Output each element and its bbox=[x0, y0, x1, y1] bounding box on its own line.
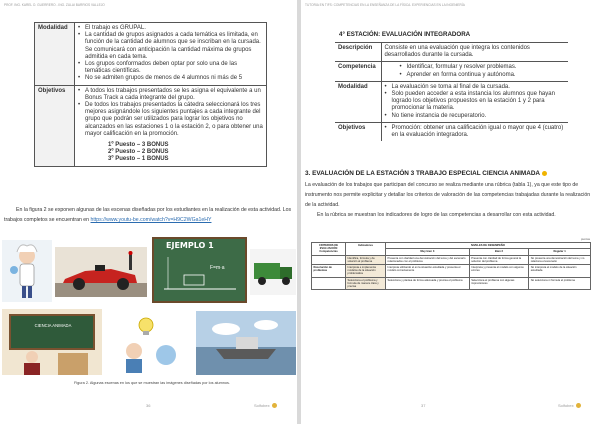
list-item: • La evaluación se toma al final de la cursada. bbox=[385, 84, 566, 91]
race-car-illustration bbox=[55, 247, 147, 297]
table-cell: Selecciona el problema con algunas imprecisiones bbox=[469, 277, 528, 290]
rubric-header-criteria: CRITERIOS DE EVALUACIÓN Competencias bbox=[312, 243, 346, 256]
board-text: CIENCIA ANIMADA bbox=[34, 323, 72, 328]
right-page-header: TUTORIA EN TIFS: COMPETENCIAS EN LA ENSEÑANZA DE LA FÍSICA. EXPERIENCIAS EN LA INGENIERÍA bbox=[305, 3, 465, 7]
left-page-header: PROF. ING. KAREL O. GUERRERO - ING. ZULAI BARRIOS VALLEJO bbox=[4, 3, 105, 7]
list-item: • Los grupos conformados deben optar por solo una de las temáticas científicas. bbox=[78, 61, 263, 75]
list-item: • La cantidad de grupos asignados a cada temática es limitada, en función de la cantidad de alumnos que se inscriban en la cursada. Se comunicará con anticipación la cantidad máxima de grupos admitida en cada tema. bbox=[78, 32, 263, 61]
objetivos-label-right: Objetivos bbox=[335, 122, 381, 141]
svg-text:F=m·a: F=m·a bbox=[210, 265, 225, 271]
prize-second: 2º Puesto – 2 BONUS bbox=[108, 149, 169, 156]
descripcion-label: Descripción bbox=[335, 43, 381, 62]
header-points: 1 bbox=[564, 250, 566, 254]
table-cell: Presenta con claridad una demostración del tema y del escenario relacionados con el problema bbox=[386, 255, 470, 264]
table-cell: Interpreta e implementa modelos de la situación problemática bbox=[346, 265, 386, 278]
table-cell: No selecciona ni formula el problema bbox=[529, 277, 591, 290]
competencia-content bbox=[381, 62, 568, 81]
table-row bbox=[312, 277, 591, 290]
table-cell: Interpreta utilizando el en la situación estudiada y presenta el modelo correctamente bbox=[386, 265, 470, 278]
rubric-group-header: NIVELES DE DESEMPEÑO bbox=[386, 243, 591, 249]
list-item: • De todos los trabajos presentados la cátedra seleccionará los tres mejores asignándole los siguientes puntajes a cada integrante del grupo que podrán ser utilizados para lograr los objetivos no alcanzados en las estaciones 1 o la estación 2, o para obtener una mayor calificación en la promoción. bbox=[78, 102, 263, 138]
objetivos-label: Objetivos bbox=[35, 85, 75, 166]
objetivos-content-right bbox=[381, 122, 568, 141]
truck-illustration bbox=[250, 249, 296, 295]
chalkboard-example-image bbox=[152, 237, 247, 303]
table-cell: Resolución de problemas bbox=[312, 265, 346, 278]
scientist-illustration bbox=[2, 240, 52, 302]
table-cell bbox=[312, 255, 346, 264]
paragraph-text: En la figura 2 se exponen algunas de las escenas diseñadas por los estudiantes en la realización de esta actividad. Los trabajos completos se encuentran en bbox=[4, 207, 292, 223]
right-page-number: 37 bbox=[421, 403, 426, 408]
youtube-link[interactable]: https://www.youtu-be.com/watch?v=H9C2WGa1eHY bbox=[90, 217, 212, 223]
idea-illustration bbox=[104, 311, 192, 375]
table-row bbox=[312, 265, 591, 278]
rubric-header-indicators: Indicadores bbox=[346, 243, 386, 256]
brand-logo-icon bbox=[272, 403, 277, 408]
table-cell: Selecciona el problema y formula de manera clara y precisa bbox=[346, 277, 386, 290]
right-footer-brand bbox=[558, 403, 581, 408]
list-item: • No tiene instancia de recuperatorio. bbox=[385, 113, 566, 120]
header-points: 2 bbox=[501, 250, 503, 254]
brand-text: Solfobex bbox=[558, 403, 574, 408]
header-points: 3 bbox=[432, 250, 435, 254]
brand-logo-icon bbox=[576, 403, 581, 408]
sun-icon bbox=[542, 171, 547, 176]
right-info-table bbox=[335, 42, 568, 141]
list-item: • El trabajo es GRUPAL. bbox=[78, 25, 263, 32]
figure-2-collage bbox=[2, 237, 296, 379]
modalidad-content bbox=[75, 23, 267, 86]
table-cell: No presenta una demostración del tema y no relaciona el escenario bbox=[529, 255, 591, 264]
competencia-label: Competencia bbox=[335, 62, 381, 81]
brand-text: Solfobex bbox=[254, 403, 270, 408]
header-label: Muy bien bbox=[420, 250, 433, 254]
race-car-image bbox=[55, 247, 147, 297]
table-row bbox=[312, 255, 591, 264]
table-cell: Presenta con claridad de forma general la solución del problema bbox=[469, 255, 528, 264]
list-item: • A todos los trabajos presentados se les asigna el equivalente a un Bonus Track a cada integrante del grupo. bbox=[78, 88, 263, 102]
left-page bbox=[0, 0, 297, 424]
left-footer-brand bbox=[254, 403, 277, 408]
list-item: • Solo pueden acceder a esta instancia los alumnos que hayan logrado los objetivos propuestos en la estación 1 y 2 para promocionar la materia. bbox=[385, 91, 566, 113]
table-cell: No interpreta el modelo de la situación estudiada bbox=[529, 265, 591, 278]
rubric-tag: puntos bbox=[581, 237, 591, 241]
figure-intro-paragraph bbox=[4, 205, 294, 225]
station-title: 4° ESTACIÓN: EVALUACIÓN INTEGRADORA bbox=[339, 31, 471, 38]
left-info-table bbox=[34, 22, 267, 167]
section-paragraph: La evaluación de los trabajos que participan del concurso se realiza mediante una rúbrica (tabla 1), ya que este tipo de instrumento nos permite explicitar y detallar los criterios de valoración de las competencias trabajadas durante la realización de la actividad. bbox=[305, 182, 591, 208]
header-label: Bien bbox=[494, 250, 501, 254]
chalkboard-drawing bbox=[154, 239, 245, 301]
header-label: Regular bbox=[553, 250, 564, 254]
left-page-number: 36 bbox=[146, 403, 151, 408]
section-paragraph-2: En la rúbrica se muestran los indicadores de logro de las competencias a desarrollar con esta actividad. bbox=[317, 212, 556, 218]
list-item: • Promoción: obtener una calificación igual o mayor que 4 (cuatro) en la evaluación integradora. bbox=[385, 125, 566, 139]
example-label: EJEMPLO 1 bbox=[166, 241, 214, 250]
list-item: • Identificar, formular y resolver problemas. bbox=[400, 64, 566, 71]
table-cell: Interpreta y presenta el modelo con algunos errores bbox=[469, 265, 528, 278]
scientist-image bbox=[2, 240, 52, 302]
table-cell: Selecciona y plantea de forma adecuada y precisa el problema bbox=[386, 277, 470, 290]
modalidad-label: Modalidad bbox=[35, 23, 75, 86]
ship-image bbox=[196, 311, 296, 375]
table-cell: Identifica, formula y da solución al problema bbox=[346, 255, 386, 264]
classroom-image bbox=[2, 309, 102, 375]
modalidad-label-right: Modalidad bbox=[335, 81, 381, 122]
prize-first: 1º Puesto – 3 BONUS bbox=[108, 142, 169, 149]
section-title bbox=[305, 170, 547, 177]
list-item: • No se admiten grupos de menos de 4 alumnos ni más de 5 bbox=[78, 75, 263, 82]
section-title-text: 3. EVALUACIÓN DE LA ESTACIÓN 3 TRABAJO ESPECIAL CIENCIA ANIMADA bbox=[305, 170, 540, 177]
figure-caption: Figura 2. Algunas escenas en los que se muestran las imágenes diseñadas por los alumnos. bbox=[74, 381, 230, 385]
classroom-illustration bbox=[2, 309, 102, 375]
rubric-table bbox=[311, 242, 591, 290]
prize-third: 3º Puesto – 1 BONUS bbox=[108, 156, 169, 163]
truck-image bbox=[250, 249, 296, 295]
objetivos-content bbox=[75, 85, 267, 166]
table-cell bbox=[312, 277, 346, 290]
idea-image bbox=[104, 311, 192, 375]
modalidad-content-right bbox=[381, 81, 568, 122]
ship-illustration bbox=[196, 311, 296, 375]
descripcion-text: Consiste en una evaluación que integra los contenidos desarrollados durante la cursada. bbox=[381, 43, 568, 62]
list-item: • Aprender en forma continua y autónoma. bbox=[400, 72, 566, 79]
right-page bbox=[301, 0, 600, 424]
